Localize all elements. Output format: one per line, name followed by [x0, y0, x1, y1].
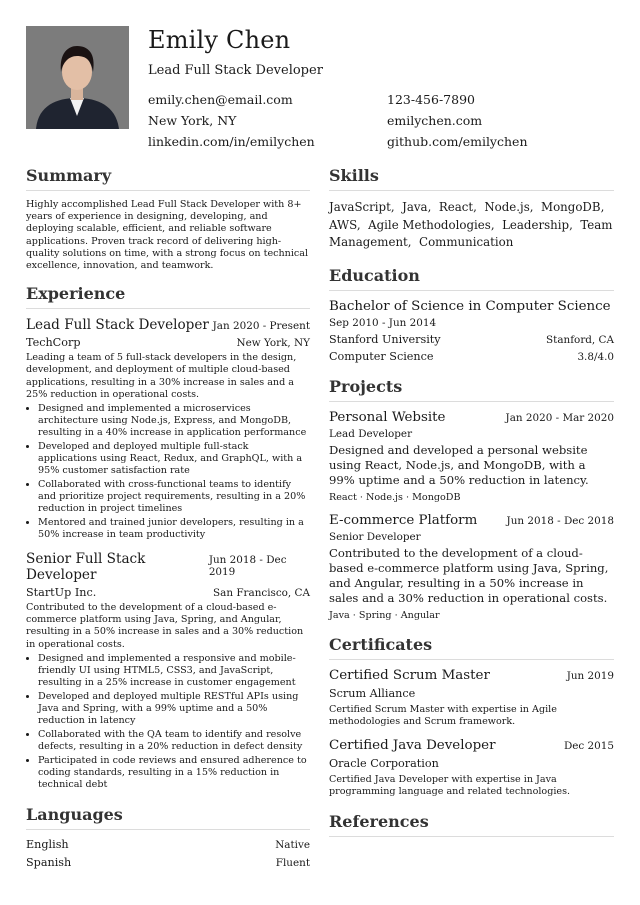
job-description: Leading a team of 5 full-stack developers in the design, development, and deployment of multiple cloud-based applications, resulting in a 30% increase in sales and a 25% reduction in operational costs. [26, 352, 297, 400]
job-location: San Francisco, CA [213, 587, 310, 600]
language-level: Native [275, 838, 310, 851]
project-dates: Jun 2018 - Dec 2018 [506, 514, 614, 527]
degree-title: Bachelor of Science in Computer Science [329, 298, 611, 314]
list-item: • Developed and deployed multiple RESTful APIs using Java and Spring, with a 99% uptime and a 50% reduction in latency [38, 691, 310, 727]
skills-section [329, 166, 614, 252]
section-title: Projects [329, 377, 614, 402]
project-role: Lead Developer [329, 427, 413, 440]
email-link[interactable]: emily.chen@email.com [148, 92, 293, 107]
list-item: • Mentored and trained junior developers, resulting in a 50% increase in team productivity [38, 517, 310, 541]
right-column [329, 166, 614, 837]
project-entry [329, 513, 614, 621]
certificate-name: Certified Scrum Master [329, 667, 490, 683]
candidate-role: Lead Full Stack Developer [148, 63, 323, 78]
certificates-section [329, 635, 614, 799]
tag: Angular [400, 609, 440, 621]
project-name: E-commerce Platform [329, 512, 478, 528]
candidate-name: Emily Chen [148, 26, 291, 54]
certificate-name: Certified Java Developer [329, 737, 496, 753]
job-entry [26, 317, 310, 541]
certificate-date: Dec 2015 [563, 739, 614, 752]
website-link[interactable]: emilychen.com [387, 113, 483, 128]
skill-item: AWS [329, 217, 357, 232]
tag: Java [329, 609, 350, 621]
project-tags: React · Node.js · MongoDB [329, 491, 461, 503]
job-title: Lead Full Stack Developer [26, 317, 209, 334]
skill-item: Team Management [329, 217, 613, 249]
skill-item: Node.js [484, 200, 530, 214]
skills-list: JavaScript, Java, React, Node.js, MongoDB, AWS, Agile Methodologies, Leadership, Team Management, Communication [329, 200, 613, 249]
project-description: Designed and developed a personal website using React, Node.js, and MongoDB, with a 99% uptime and a 50% reduction in latency. [329, 442, 589, 487]
project-tags: Java · Spring · Angular [329, 609, 440, 621]
language-row [26, 838, 310, 851]
school-location: Stanford, CA [546, 333, 614, 346]
section-title: Certificates [329, 635, 614, 660]
profile-photo [26, 26, 129, 129]
location-text: New York, NY [148, 113, 237, 128]
section-title: Education [329, 266, 614, 291]
list-item: • Developed and deployed multiple full-stack applications using React, Redux, and GraphQL, with a 95% customer satisfaction rate [38, 441, 310, 477]
job-title: Senior Full Stack Developer [26, 551, 146, 584]
certificate-description: Certified Java Developer with expertise in Java programming language and related technologies. [329, 773, 571, 798]
job-dates: Jun 2018 - Dec 2019 [208, 554, 287, 579]
tag: Node.js [366, 491, 403, 503]
job-dates: Jan 2020 - Present [212, 320, 310, 333]
section-title: References [329, 812, 614, 837]
project-name: Personal Website [329, 409, 446, 425]
section-title: Experience [26, 284, 310, 309]
skill-item: React [438, 200, 474, 214]
skill-item: Java [402, 200, 428, 214]
project-role: Senior Developer [329, 530, 421, 543]
projects-section [329, 377, 614, 621]
school-name: Stanford University [329, 332, 441, 346]
phone-number: 123-456-7890 [387, 92, 475, 107]
job-entry [26, 551, 310, 791]
summary-section [26, 166, 310, 272]
github-link[interactable]: github.com/emilychen [387, 134, 528, 149]
certificate-entry [329, 668, 614, 728]
list-item: • Designed and implemented a microservices architecture using Node.js, Express, and MongoDB, resulting in a 40% increase in application performance [38, 403, 310, 439]
experience-section [26, 284, 310, 791]
major-name: Computer Science [329, 349, 434, 363]
tag: React [329, 491, 357, 503]
language-level: Fluent [275, 856, 310, 869]
certificate-issuer: Scrum Alliance [329, 686, 416, 700]
language-row [26, 856, 310, 869]
project-description: Contributed to the development of a cloud-based e-commerce platform using Java, Spring, and Angular, resulting in a 50% increase in sales and a 30% reduction in operational costs. [329, 545, 609, 605]
certificate-entry [329, 738, 614, 798]
company-name: StartUp Inc. [26, 586, 97, 600]
tag: MongoDB [412, 491, 461, 503]
certificate-date: Jun 2019 [566, 669, 614, 682]
list-item: • Participated in code reviews and ensured adherence to coding standards, resulting in a 15% reduction in technical debt [38, 755, 310, 791]
section-title: Summary [26, 166, 310, 191]
skill-item: Agile Methodologies [368, 217, 491, 232]
references-section [329, 812, 614, 837]
list-item: • Collaborated with the QA team to identify and resolve defects, resulting in a 20% reduction in defect density [38, 729, 310, 753]
section-title: Skills [329, 166, 614, 191]
list-item: • Designed and implemented a responsive and mobile-friendly UI using HTML5, CSS3, and JavaScript, resulting in a 25% increase in customer engagement [38, 653, 310, 689]
skill-item: MongoDB [541, 200, 601, 214]
job-location: New York, NY [236, 337, 310, 350]
gpa-value: 3.8/4.0 [577, 350, 614, 363]
skill-item: JavaScript [329, 200, 391, 214]
left-column [26, 166, 310, 869]
project-entry [329, 410, 614, 503]
education-dates: Sep 2010 - Jun 2014 [329, 316, 437, 329]
skill-item: Leadership [502, 217, 570, 232]
job-bullets [26, 403, 310, 541]
certificate-description: Certified Scrum Master with expertise in Agile methodologies and Scrum framework. [329, 703, 557, 727]
company-name: TechCorp [26, 336, 81, 350]
skill-item: Communication [419, 235, 514, 249]
education-section [329, 266, 614, 363]
summary-text: Highly accomplished Lead Full Stack Developer with 8+ years of experience in designing, developing, and deploying scalable, efficient, and reliable software applications. Proven track record of delivering high-quality solutions on time, with a strong focus on technical excellence, innovation, and teamwork. [26, 199, 309, 272]
section-title: Languages [26, 805, 310, 830]
job-description: Contributed to the development of a cloud-based e-commerce platform using Java, Spring, and Angular, resulting in a 50% increase in sales and a 30% reduction in operational costs. [26, 602, 304, 650]
certificate-issuer: Oracle Corporation [329, 756, 439, 770]
languages-section [26, 805, 310, 869]
project-dates: Jan 2020 - Mar 2020 [505, 411, 614, 424]
list-item: • Collaborated with cross-functional teams to identify and prioritize project requirements, resulting in a 20% reduction in project timelines [38, 479, 310, 515]
tag: Spring [358, 609, 392, 621]
language-name: Spanish [26, 855, 72, 869]
linkedin-link[interactable]: linkedin.com/in/emilychen [148, 134, 315, 149]
avatar-portrait [26, 26, 129, 129]
language-name: English [26, 837, 69, 851]
job-bullets [26, 653, 310, 791]
